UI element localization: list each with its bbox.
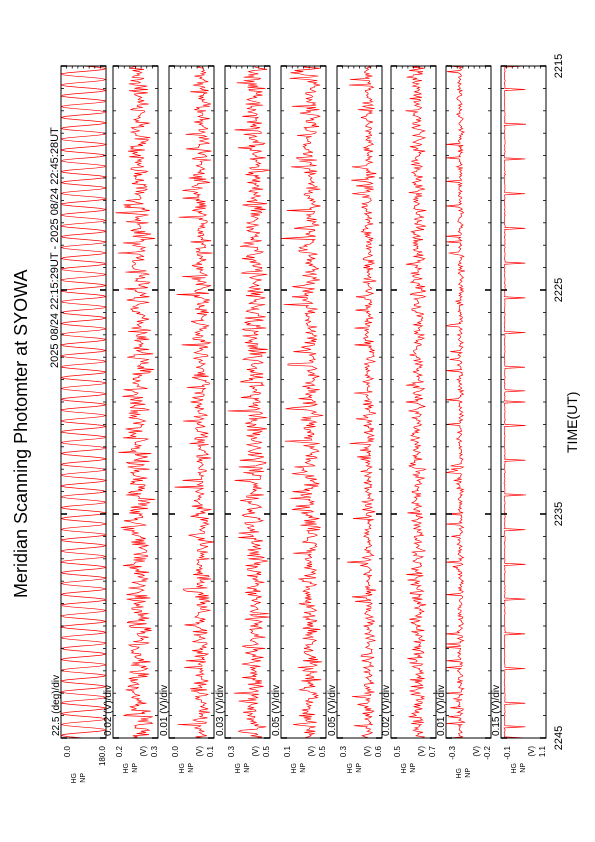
y-tick-label: 0.7 [428, 746, 437, 758]
channel-label: NP [132, 763, 139, 773]
panel-7 [381, 66, 437, 774]
x-axis-label: TIME(UT) [564, 391, 580, 453]
panel-2 [103, 66, 159, 774]
y-tick-label: -0.3 [448, 746, 457, 760]
channel-label: NP [520, 763, 527, 773]
x-tick-label: 2215 [553, 53, 565, 79]
x-tick-label: 2235 [553, 501, 565, 527]
scale-label: 0.15 (V)/div [491, 684, 502, 736]
scale-label: 0.02 (V)/div [381, 684, 392, 736]
trace-line [228, 66, 270, 738]
y-axis-unit: (V) [363, 746, 372, 757]
y-tick-label: 0.0 [171, 746, 180, 758]
channel-label: HG [291, 763, 298, 774]
trace-line [347, 66, 376, 738]
y-tick-label: 0.5 [262, 746, 271, 758]
trace-line [61, 66, 106, 738]
panel-9 [491, 66, 547, 774]
channel-label: HG [511, 763, 518, 774]
trace-line [115, 66, 155, 738]
chart-title: Meridian Scanning Photomter at SYOWA [11, 269, 31, 598]
y-axis-unit: (V) [195, 746, 204, 757]
y-tick-label: 180.0 [98, 746, 107, 767]
scale-label: 0.03 (V)/div [215, 684, 226, 736]
scale-label: 0.01 (V)/div [436, 684, 447, 736]
panel-4 [215, 66, 271, 774]
channel-label: NP [80, 773, 87, 783]
channel-label: NP [356, 763, 363, 773]
channel-label: HG [235, 763, 242, 774]
y-tick-label: -0.2 [483, 746, 492, 760]
panel-frame [391, 66, 436, 738]
y-tick-label: 0.3 [339, 746, 348, 758]
channel-label: NP [244, 763, 251, 773]
trace-line [405, 66, 426, 738]
channel-label: NP [300, 763, 307, 773]
y-tick-label: 0.3 [227, 746, 236, 758]
panel-frame [281, 66, 326, 738]
panel-frame [113, 66, 158, 738]
panel-3 [159, 66, 215, 774]
channel-label: NP [410, 763, 417, 773]
time-range-label: 2025 08/24 22:15:29UT - 2025 08/24 22:45:28UT [49, 127, 61, 368]
panel-frame [337, 66, 382, 738]
channel-label: NP [465, 768, 472, 778]
trace-line [175, 66, 214, 738]
panel-8 [436, 66, 492, 779]
x-tick-label: 2245 [553, 725, 565, 751]
y-axis-unit: (V) [527, 746, 536, 757]
y-tick-label: -0.1 [503, 746, 512, 760]
y-axis-unit: (V) [417, 746, 426, 757]
panels [51, 66, 547, 784]
y-tick-label: 0.1 [206, 746, 215, 758]
trace-line [504, 66, 526, 738]
channel-label: HG [456, 768, 463, 779]
channel-label: HG [71, 773, 78, 784]
scale-label: 0.05 (V)/div [327, 684, 338, 736]
panel-frame [446, 66, 491, 738]
scale-label: 0.05 (V)/div [271, 684, 282, 736]
scale-label: 22.5 (deg)/div [51, 674, 62, 736]
y-axis-unit: (V) [472, 746, 481, 757]
y-tick-label: 0.3 [150, 746, 159, 758]
y-tick-label: 0.0 [63, 746, 72, 758]
y-tick-label: 0.5 [393, 746, 402, 758]
channel-label: HG [401, 763, 408, 774]
y-tick-label: 1.1 [538, 746, 547, 758]
y-axis-unit: (V) [139, 746, 148, 757]
y-tick-label: 0.6 [374, 746, 383, 758]
scale-label: 0.01 (V)/div [159, 684, 170, 736]
channel-label: HG [179, 763, 186, 774]
panel-6 [327, 66, 383, 774]
x-tick-label: 2225 [553, 277, 565, 303]
channel-label: HG [347, 763, 354, 774]
trace-line [281, 66, 323, 738]
scale-label: 0.02 (V)/div [103, 684, 114, 736]
channel-label: NP [188, 763, 195, 773]
y-axis-unit: (V) [307, 746, 316, 757]
y-tick-label: 0.1 [283, 746, 292, 758]
y-tick-label: 0.5 [318, 746, 327, 758]
y-tick-label: 0.2 [115, 746, 124, 758]
channel-label: HG [123, 763, 130, 774]
y-axis-unit: (V) [251, 746, 260, 757]
panel-5 [271, 66, 327, 774]
